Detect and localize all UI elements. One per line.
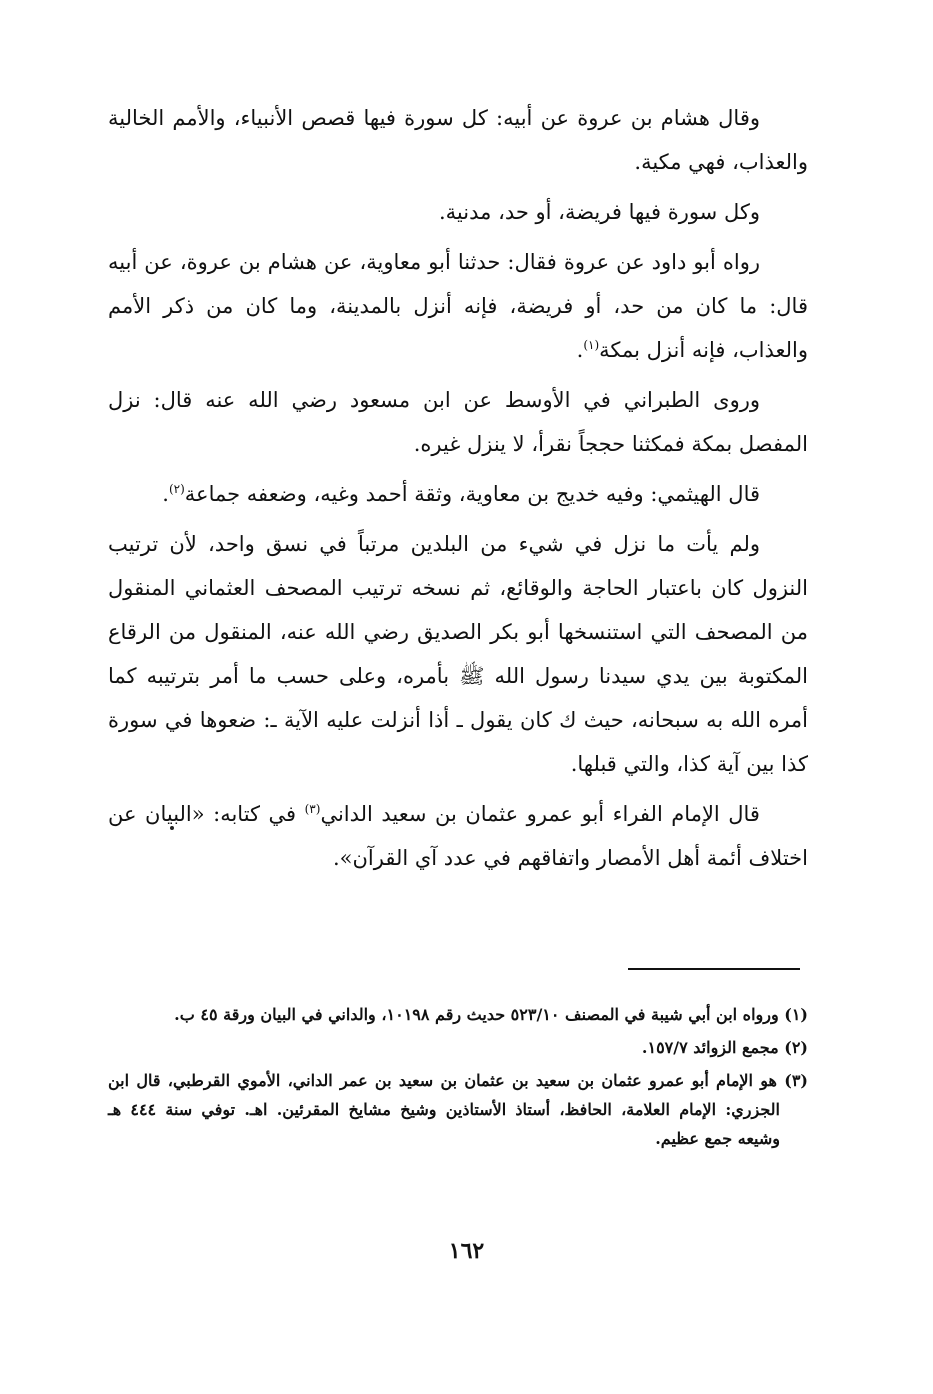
stray-mark (170, 826, 174, 830)
page-number: ١٦٢ (448, 1238, 485, 1264)
footnote-ref: (١) (583, 338, 600, 352)
footnote: (٢) مجمع الزوائد ١٥٧/٧. (641, 1038, 808, 1057)
paragraph: وروى الطبراني في الأوسط عن ابن مسعود رضي الله عنه قال: نزل المفصل بمكة فمكثنا حججاً نقرأ، لا ينزل غيره. (108, 388, 808, 456)
paragraph (108, 240, 808, 372)
paragraph (108, 792, 808, 880)
paragraph-text: رواه أبو داود عن عروة فقال: حدثنا أبو معاوية، عن هشام بن عروة، عن أبيه قال: ما كان من حد، أو فريضة، فإنه أنزل بالمدينة، وما كان من ذكر الأمم والعذاب، فإنه أنزل بمكة (108, 250, 808, 362)
paragraph-text: قال الهيثمي: وفيه خديج بن معاوية، وثقة أحمد وغيه، وضعفه جماعة (184, 482, 760, 506)
footnote: (١) ورواه ابن أبي شيبة في المصنف ٥٢٣/١٠ حديث رقم ١٠١٩٨، والداني في البيان ورقة ٤٥ ب. (174, 1005, 808, 1024)
footnote-ref: (٣) (304, 802, 321, 816)
paragraph: ولم يأت ما نزل في شيء من البلدين مرتباً في نسق واحد، لأن ترتيب النزول كان باعتبار الحاجة والوقائع، ثم نسخه ترتيب المصحف العثماني المنقول من المصحف التي استنسخها أبو بكر الصديق رضي الله عنه، المنقول من الرقاع المكتوبة بين يدي سيدنا رسول الله ﷺ بأمره، وعلى حسب ما أمر بترتيبه كما أمره الله به سبحانه، حيث ك كان يقول ـ أذا أنزلت عليه الآية ـ: ضعوها في سورة كذا بين آية كذا، والتي قبلها. (108, 532, 808, 776)
footnotes (108, 1000, 808, 1157)
punctuation: . (162, 482, 169, 506)
paragraph-text: في كتابه: «البيان عن اختلاف أئمة أهل الأمصار واتفاقهم في عدد آي القرآن». (108, 802, 808, 870)
punctuation: . (576, 338, 584, 362)
footnote: (٣) هو الإمام أبو عمرو عثمان بن سعيد بن عثمان بن سعيد بن عمر الداني، الأموي القرطبي، قال ابن الجزري: الإمام العلامة، الحافظ، أستاذ الأستاذين وشيخ مشايخ المقرئين. اهـ. توفي سنة ٤٤٤ هـ وشيعه جمع عظيم. (108, 1071, 808, 1148)
paragraph: وقال هشام بن عروة عن أبيه: كل سورة فيها قصص الأنبياء، والأمم الخالية والعذاب، فهي مكية. (108, 106, 808, 174)
paragraph: وكل سورة فيها فريضة، أو حد، مدنية. (439, 200, 760, 224)
footnote-divider (628, 968, 800, 970)
paragraph (108, 472, 808, 516)
main-text (108, 96, 808, 886)
paragraph-text: قال الإمام الفراء أبو عمرو عثمان بن سعيد الداني (320, 802, 760, 826)
footnote-ref: (٢) (168, 482, 185, 496)
